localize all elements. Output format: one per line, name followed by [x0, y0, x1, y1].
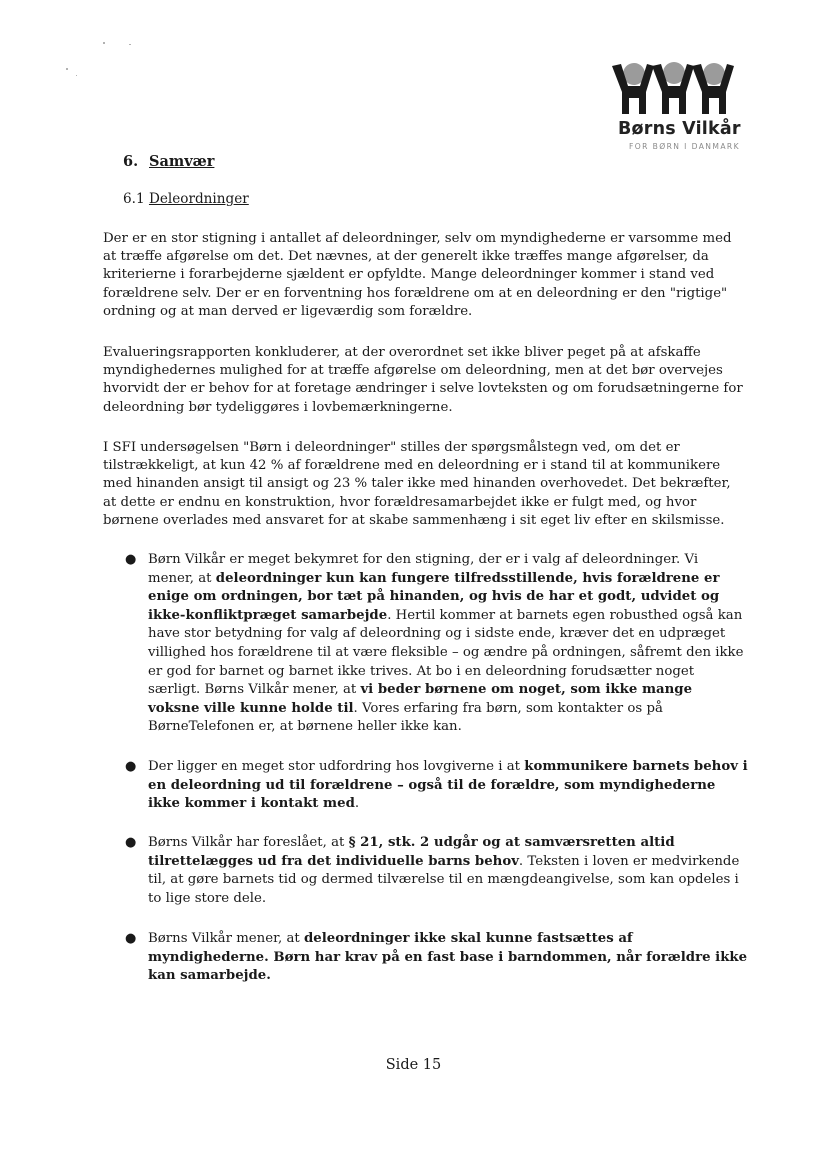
bullet-run-bold: § 21, stk. 2 udgår og at samværsretten altid tilrettelægges ud fra det individuelle barns behov	[148, 835, 675, 869]
scan-speck	[103, 42, 105, 44]
bullet-run: . Teksten i loven er medvirkende til, at gøre barnets tid og dermed tilværelse til en mængdeangivelse, som kan opdeles i to lige store dele.	[148, 853, 740, 906]
body-paragraph: I SFI undersøgelsen "Børn i deleordninger" stilles der spørgsmålstegn ved, om det er tilstrækkeligt, at kun 42 % af forældrene med en deleordning er i stand til at kommunikere med hinanden ansigt til ansigt og 23 % taler ikke med hinanden overhovedet. Det bekræfter, at dette er endnu en konstruktion, hvor forældresamarbejdet ikke er fulgt med, og hvor børnene overlades med ansvaret for at skabe sammenhæng i sit eget liv efter en skilsmisse.	[103, 440, 731, 528]
section-heading	[123, 153, 214, 170]
logo-wordmark: Børns Vilkår	[618, 119, 741, 139]
bullet-run-bold: deleordninger ikke skal kunne fastsættes af myndighederne. Børn har krav på en fast base i barndommen, når forældre ikke kan samarbejde.	[148, 931, 748, 984]
bullet-run-bold: kommunikere barnets behov i en deleordning ud til forældrene – også til de forældre, som myndighederne ikke kommer i kontakt med	[148, 759, 748, 812]
bullet-run: . Hertil kommer at barnets egen robusthed også kan have stor betydning for valg af deleordning og i sidste ende, kræver det en udpræget villighed hos forældrene til at være fleksible – og ændre på ordningen, såfremt den ikke er god for barnet og barnet ikke trives. At bo i en deleordning forudsætter noget særligt. Børns Vilkår mener, at	[148, 607, 744, 698]
bullet-item	[125, 834, 748, 908]
bullet-run: Børns Vilkår har foreslået, at	[148, 835, 349, 850]
scan-speck	[66, 68, 68, 70]
scan-speck	[129, 44, 131, 45]
page-number: Side 15	[385, 1057, 442, 1073]
bullet-run: Børns Vilkår mener, at	[148, 931, 304, 946]
borns-vilkar-logo	[606, 58, 741, 158]
logo-figures-icon	[606, 58, 736, 118]
bullet-item	[125, 551, 748, 737]
body-paragraph: Evalueringsrapporten konkluderer, at der overordnet set ikke bliver peget på at afskaffe myndighedernes mulighed for at træffe afgørelse om deleordning, men at det bør overvejes hvorvidt der er behov for at foretage ændringer i selve lovteksten og om forudsætningerne for deleordning bør tydeliggøres i lovbemærkningerne.	[103, 345, 743, 415]
bullet-icon: ●	[125, 759, 137, 774]
bullet-icon: ●	[125, 931, 137, 946]
subsection-heading	[123, 191, 249, 207]
subsection-title: Deleordninger	[148, 191, 249, 207]
bullet-run-bold: vi beder børnene om noget, som ikke mange voksne ville kunne holde til	[148, 682, 693, 716]
bullet-item	[125, 758, 748, 814]
bullet-icon: ●	[125, 552, 137, 567]
section-number: 6.	[123, 153, 139, 170]
bullet-item	[125, 930, 748, 986]
body-paragraph: Der er en stor stigning i antallet af deleordninger, selv om myndighederne er varsomme med at træffe afgørelse om det. Det nævnes, at der generelt ikke træffes mange afgørelser, da kriterierne i forarbejderne sjældent er opfyldte. Mange deleordninger kommer i stand ved forældrene selv. Der er en forventning hos forældrene om at en deleordning er den "rigtige" ordning og at man derved er ligeværdig som forældre.	[103, 231, 732, 319]
bullet-run: . Vores erfaring fra børn, som kontakter os på BørneTelefonen er, at børnene heller ikke kan.	[148, 700, 663, 735]
subsection-number: 6.1	[123, 191, 145, 207]
bullet-run-bold: deleordninger kun kan fungere tilfredsstillende, hvis forældrene er enige om ordningen, bor tæt på hinanden, og hvis de har et godt, udvidet og ikke-konfliktpræget samarbejde	[148, 570, 720, 623]
bullet-run: Der ligger en meget stor udfordring hos lovgiverne i at	[148, 759, 525, 774]
bullet-icon: ●	[125, 835, 137, 850]
bullet-run: Børn Vilkår er meget bekymret for den stigning, der er i valg af deleordninger. Vi mener, at	[148, 552, 699, 586]
bullet-run: .	[354, 796, 360, 812]
section-title: Samvær	[149, 153, 215, 170]
logo-tagline: FOR BØRN I DANMARK	[628, 142, 740, 151]
scan-speck	[76, 75, 77, 76]
